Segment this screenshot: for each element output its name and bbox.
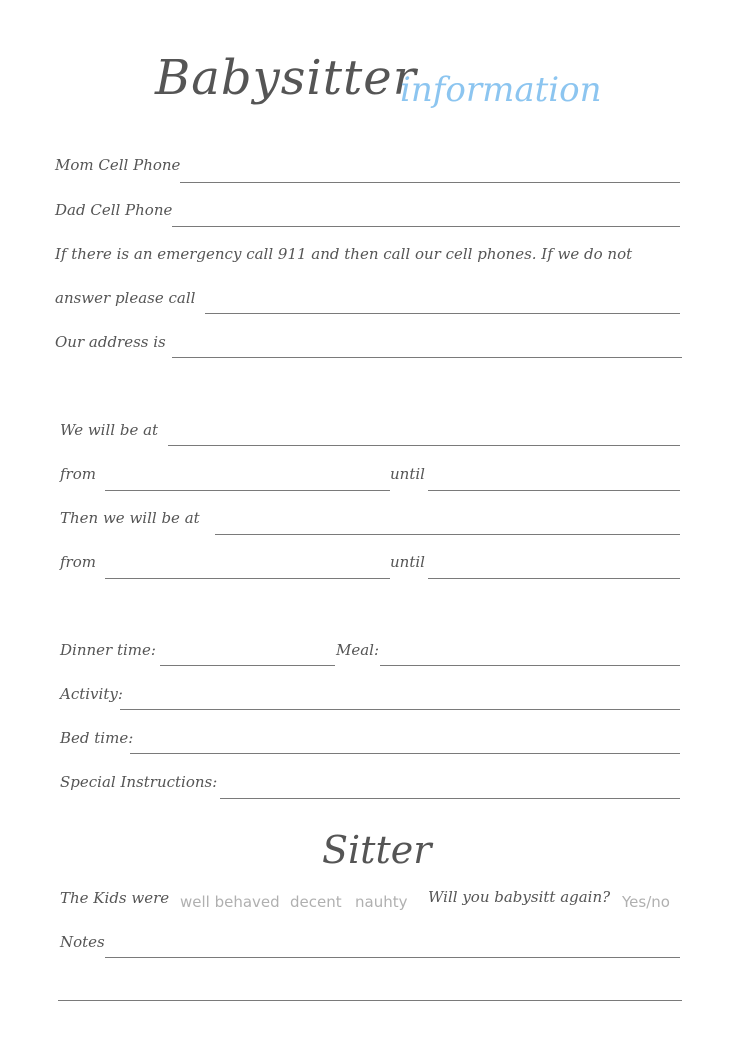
kids-were-label: The Kids were: [60, 889, 170, 907]
from-label-1: from: [60, 465, 96, 483]
then-we-will-be-at-label: Then we will be at: [60, 509, 200, 527]
page-title: Babysitter: [155, 50, 417, 106]
yes-no-option[interactable]: Yes/no: [622, 893, 670, 911]
from-field-2[interactable]: [105, 578, 390, 579]
until-field-1[interactable]: [428, 490, 680, 491]
meal-field[interactable]: [380, 665, 680, 666]
we-will-be-at-field[interactable]: [168, 445, 680, 446]
activity-label: Activity:: [60, 685, 123, 703]
special-instructions-field[interactable]: [220, 798, 680, 799]
special-instructions-label: Special Instructions:: [60, 773, 218, 791]
from-field-1[interactable]: [105, 490, 390, 491]
notes-field-line-1[interactable]: [105, 957, 680, 958]
notes-field-line-2[interactable]: [58, 1000, 682, 1001]
babysit-again-label: Will you babysitt again?: [428, 888, 611, 906]
then-we-will-be-at-field[interactable]: [215, 534, 680, 535]
answer-call-label: answer please call: [55, 289, 196, 307]
activity-field[interactable]: [120, 709, 680, 710]
dad-cell-label: Dad Cell Phone: [55, 201, 173, 219]
we-will-be-at-label: We will be at: [60, 421, 159, 439]
bed-time-field[interactable]: [130, 753, 680, 754]
option-decent[interactable]: decent: [290, 893, 342, 911]
option-well-behaved[interactable]: well behaved: [180, 893, 280, 911]
until-field-2[interactable]: [428, 578, 680, 579]
mom-cell-field[interactable]: [180, 182, 680, 183]
notes-label: Notes: [60, 933, 105, 951]
answer-call-field[interactable]: [205, 313, 680, 314]
sitter-section-title: Sitter: [322, 828, 432, 872]
mom-cell-label: Mom Cell Phone: [55, 156, 181, 174]
bed-time-label: Bed time:: [60, 729, 134, 747]
until-label-2: until: [390, 553, 425, 571]
dad-cell-field[interactable]: [172, 226, 680, 227]
address-field[interactable]: [172, 357, 682, 358]
dinner-time-label: Dinner time:: [60, 641, 156, 659]
from-label-2: from: [60, 553, 96, 571]
emergency-text: If there is an emergency call 911 and then call our cell phones. If we do not: [55, 245, 633, 263]
meal-label: Meal:: [336, 641, 380, 659]
address-label: Our address is: [55, 333, 166, 351]
page-subtitle: information: [400, 70, 602, 110]
dinner-time-field[interactable]: [160, 665, 335, 666]
option-nauhty[interactable]: nauhty: [355, 893, 408, 911]
until-label-1: until: [390, 465, 425, 483]
